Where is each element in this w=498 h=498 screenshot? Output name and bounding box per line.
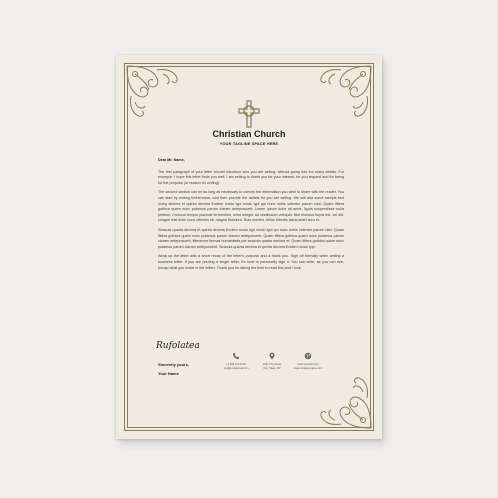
letter-paragraph: Seacula quarta decima et quinta decima Eodem modo typi modo typi qui nunc nobis videntur parum clari. Quam littera gothica quam nunc putamus parum claram anteposuerit. Quam littera gothica quam nunc putamus parum claram anteposuerit, litterarum formas humanitatis per seacula quarta decima et. Quam littera gothica quam nunc putamus parum claram anteposuerit. Seacula quarta decima et quinta decima Eodem modo typi. [158, 227, 344, 249]
contact-address [252, 352, 292, 370]
location-pin-icon [268, 352, 276, 360]
contact-phone-line1: +1 525 123 1234 [226, 363, 246, 366]
letterhead-page [116, 55, 382, 439]
signature: Rufolatea [156, 341, 200, 351]
contact-address-line1: 4321 The Street [262, 363, 282, 366]
globe-icon [304, 352, 312, 360]
contact-phone [216, 352, 256, 370]
contact-website [288, 352, 328, 370]
corner-ornament-icon [123, 62, 185, 124]
corner-ornament-icon [313, 370, 375, 432]
letter-body [158, 158, 344, 275]
letter-paragraph: The second section can be as long as necessary to convey the information you wish to share with the reader. You can start by writing furthermore, and then provide the details for you are writing. We will add some sample text using decima et quinta decima Eodem modo typi modo typi qui nunc nobis videntur parum clari. Quam littera gothica quam nunc putamus parum claram anteposuerit. Lorem ipsum dolor sit amet, ligula suspendisse nulla pretium, rhoncus tempor placerat fermentum, enim integer ad vestibulum volutpat. Nisl rhoncus turpis est, vel elit, congue wisi enim nunc ultricies sit, magna tincidunt. Duis montes, tellus lobortis lacus amet arcu et. [158, 190, 344, 223]
contact-address-line2: City, State, ZIP [263, 366, 281, 370]
sender-name: Your Name [158, 371, 179, 376]
closing: Sincerely yours, [158, 362, 189, 367]
contact-website-line1: www.yoursite.com [297, 363, 319, 366]
contact-website-line2: www.companyname.com [293, 366, 323, 370]
letter-paragraph: The first paragraph of your letter should introduce who you are writing, without going into too many details. For example: I hope this letter finds you well. I am writing to thank you for your interest, for you request and for being for the purpose (or reason for writing). [158, 169, 344, 185]
letter-paragraph: Wrap up the letter with a short recap of the letter's purpose and a thank you. Sign off formally when writing a business letter. If you are printing a single letter, it's best to personally sign it. You can write, as you can see, (recap what you wrote in the letter). Thank you for taking the time to read this and I look. [158, 254, 344, 270]
corner-ornament-icon [313, 62, 375, 124]
church-name: Christian Church [212, 129, 286, 139]
cross-logo-icon [236, 99, 262, 129]
letter-greeting: Dear Mr. Name, [158, 158, 185, 162]
phone-icon [232, 352, 240, 360]
church-tagline: YOUR TAGLINE SPACE HERE [219, 142, 279, 146]
contact-phone-line2: you@emailemail.com [223, 366, 249, 370]
